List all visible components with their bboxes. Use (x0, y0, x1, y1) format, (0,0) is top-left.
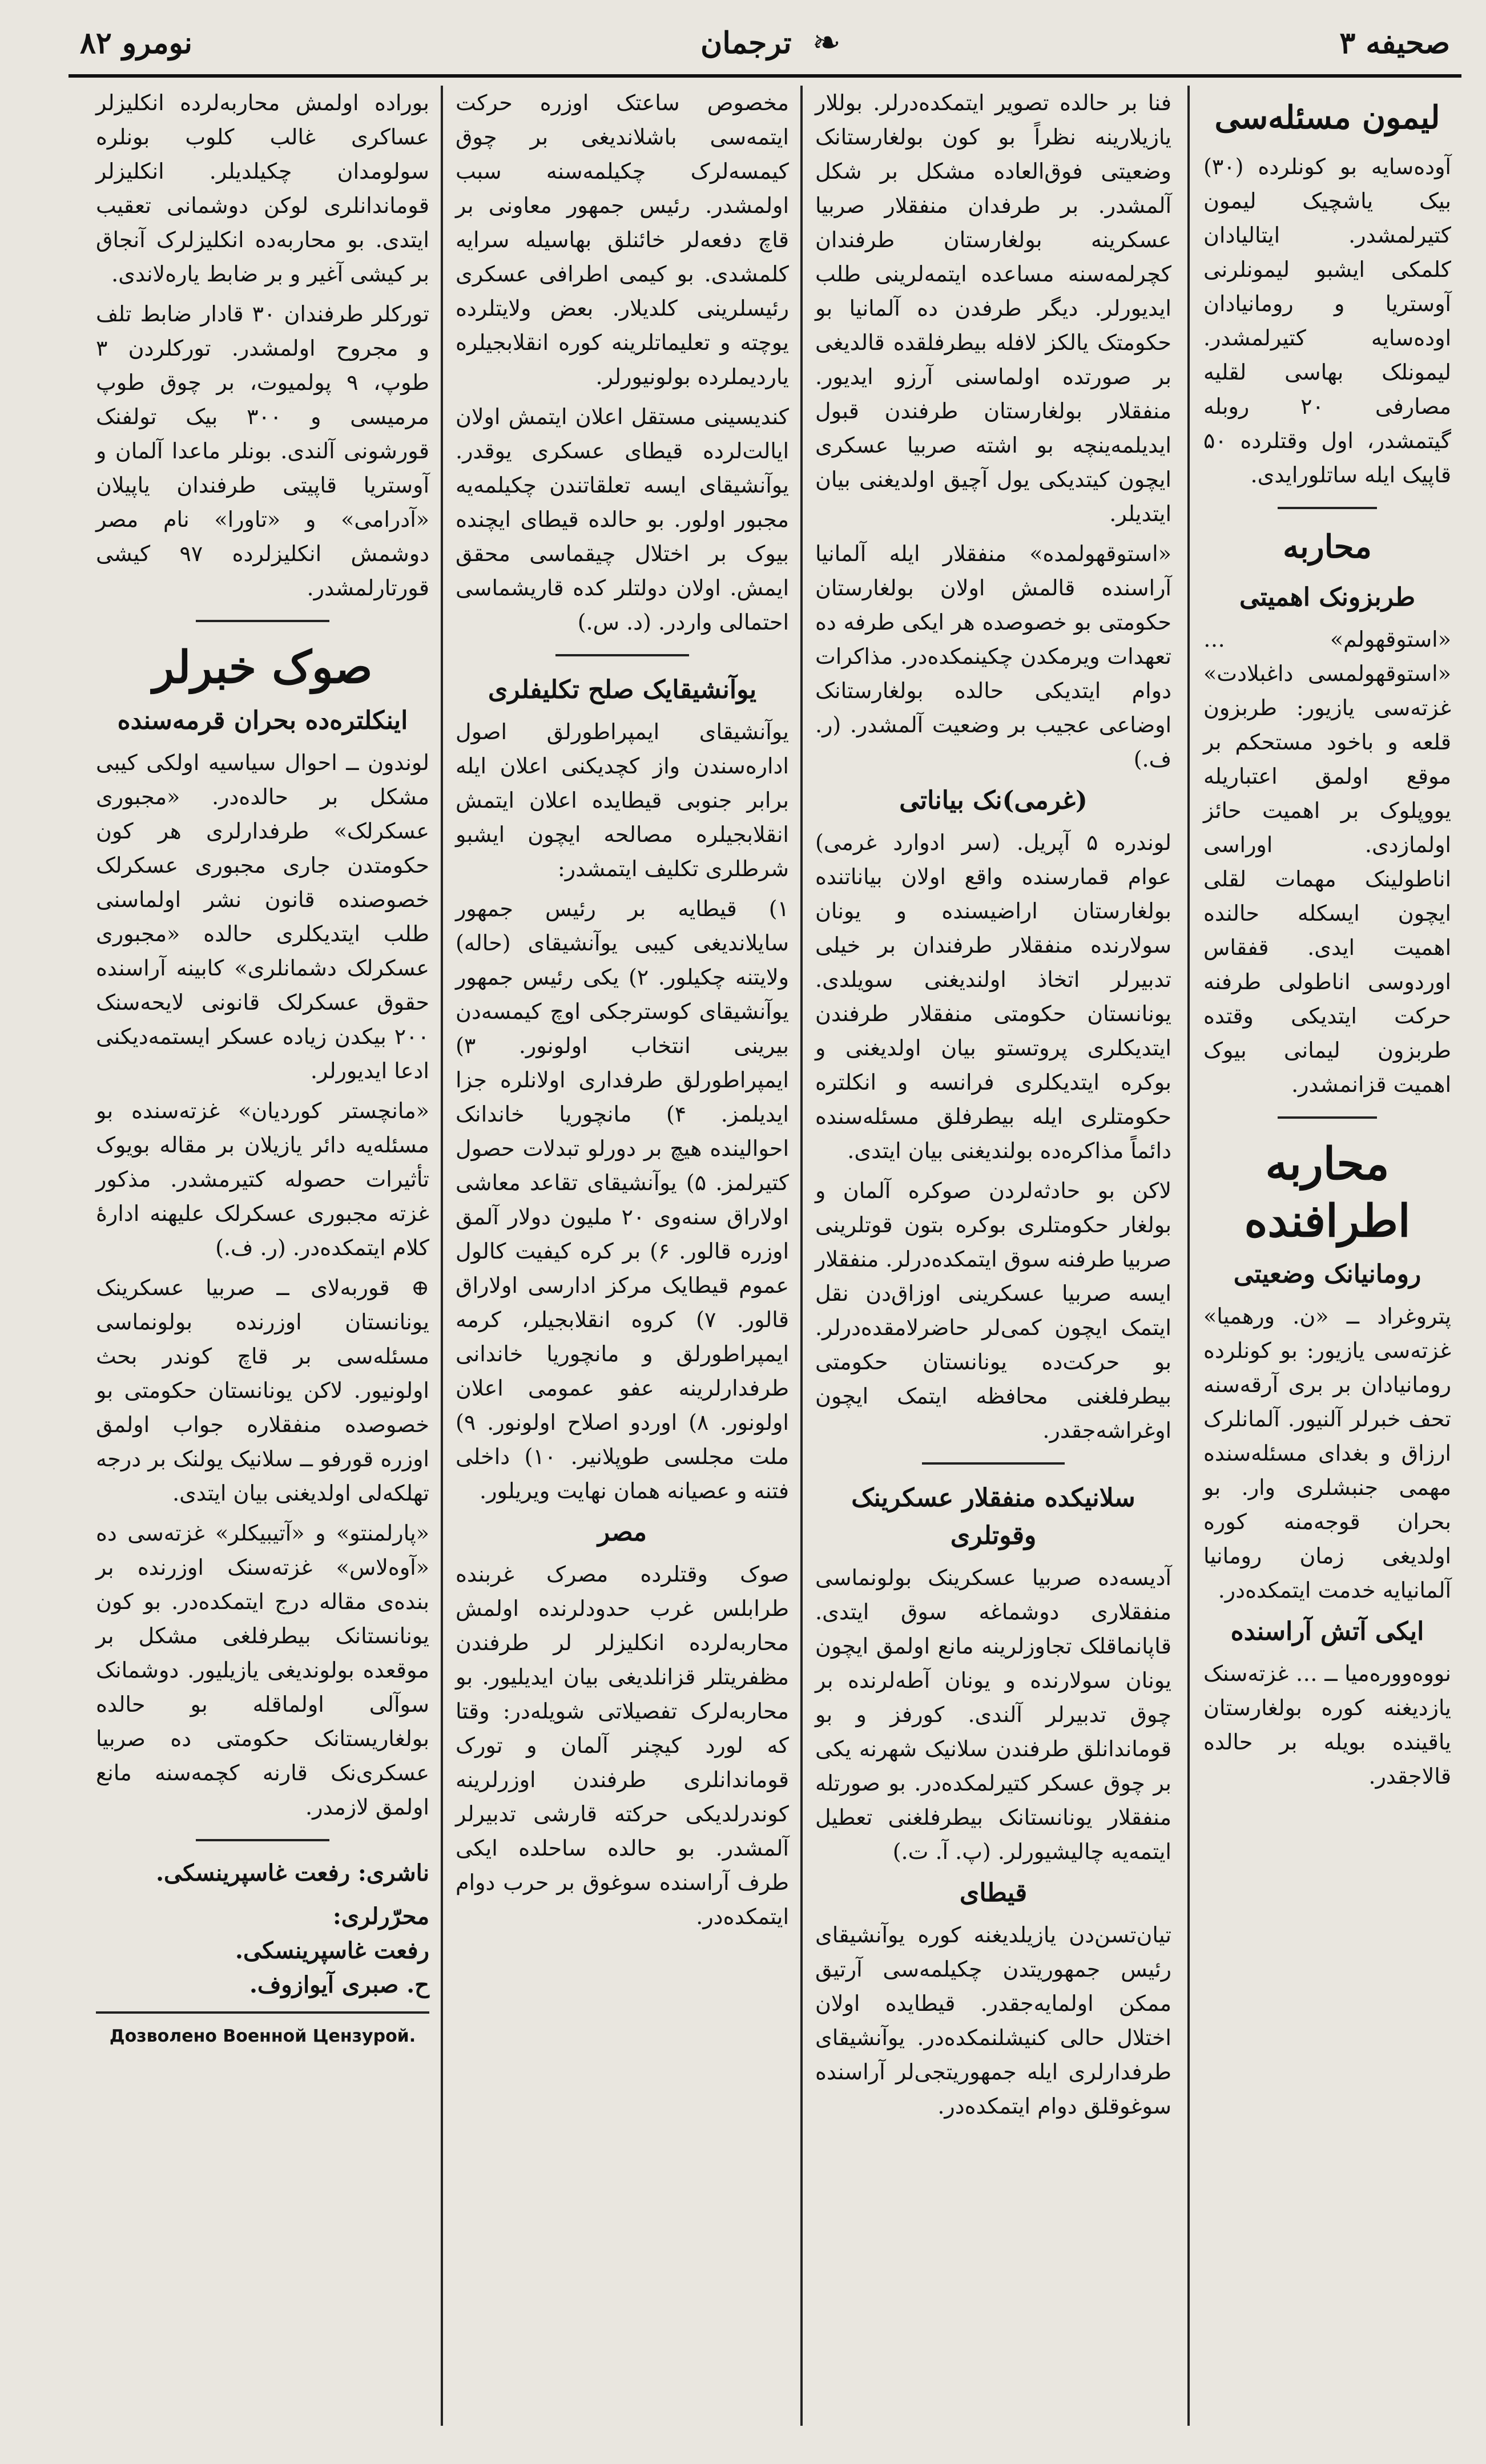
article-heading: مصر (597, 1518, 647, 1547)
article-text: مخصوص ساعتک اوزره حرکت ایتمه‌سی باشلاندیغی بر چوق کیمسه‌لرک چکیلمه‌سنه سبب اولمشدر. رئیس جمهور معاونی بر قاچ دفعه‌لر خائنلق بهاسیله سرایه کلمشدی. بو کیمی اطرافی عسکری رئیسلرینی کلدیلار. بعض ولایتلرده یوچته و تعلیماتلرینه کوره انقلابجیلره یاردیملرده بولونیورلر. (456, 90, 789, 389)
column-3 (445, 86, 799, 2426)
publisher-name: رفعت غاسپرینسکی. (156, 1860, 351, 1886)
section-divider (1278, 507, 1377, 509)
publisher-line (96, 1856, 429, 1890)
editors-block (96, 1900, 429, 2002)
article-text: تیان‌تسن‌دن یازیلدیغنه کوره یوآنشیقای رئیس جمهوریتدن چکیلمه‌سی آرتیق ممکن اولمایه‌جقدر. قیطایده اولان اختلال حالی کنیشلنمکده‌در. یوآنشیقای طرفدارلری ایله جمهوریتجی‌لر آراسنده سوغوقلق دوام ایتمکده‌در. (815, 1922, 1171, 2119)
page-header (69, 11, 1461, 78)
editors-label: محرّرلری: (333, 1903, 429, 1930)
article-text: لوندره ۵ آپریل. (سر ادوارد غرمی) عوام قمارسنده واقع اولان بیاناتنده بولغارستان اراضیسنده و یونان سولارنده منفقلار طرفندان بر خیلی تدبیرلر اتخاذ اولندیغنی سویلدی. یونانستان حکومتی منفقلار طرفندن ایتدیکلری پروتستو بیان اولدیغنی و بوکره ایتدیکلری فرانسه و انکلتره حکومتلری ایله بیطرفلق مسئله‌سنده دائماً مذاکره‌ده بولندیغنی بیان ایتدی. (815, 830, 1171, 1163)
article-heading: یوآنشیقایک صلح تکلیفلری (488, 675, 757, 704)
article-text: صوک وقتلرده مصرک غربنده طرابلس غرب حدودلرنده اولمش محاربه‌لرده انکلیزلر لر طرفندن مظفریتلر قزانلدیغی بیان ایدیلیور. بو محاربه‌لرک تفصیلاتی شویله‌در: وقتا که لورد کیچنر آلمان و تورک قوماندانلری طرفندن اوزرلرینه کوندرلدیکی حرکته قارشی تدبیرلر آلمشدر. بو حالده ساحلده ایکی طرف آراسنده سوغوق بر حرب دوام ایتمکده‌در. (456, 1562, 789, 1929)
article-text: نووه‌ووره‌میا ــ … غزته‌سنک یازدیغنه کوره بولغارستان یاقینده بویله بر حالده قالاجقدر. (1203, 1661, 1451, 1789)
article-text: یوآنشیقای ایمپراطورلق اصول اداره‌سندن واز کچدیکنی اعلان ایله برابر جنوبی قیطایده اعلان ایتمش انقلابجیلره مصالحه ایچون ایشبو شرطلری تکلیف ایتمشدر: (456, 719, 789, 881)
article-text: «استوقهولمده» منفقلار ایله آلمانیا آراسنده قالمش اولان بولغارستان حکومتی بو خصوصده هر ایکی طرفه ده تعهدات ویرمکدن چکینمکده‌در. مذاکرات دوام ایتدیکی حالده بولغارستانک اوضاعی عجیب بر وضعیت آلمشدر. (ر. ف.) (815, 541, 1171, 772)
issue-number: نومرو ۸۲ (80, 25, 192, 61)
article-list: ۱) قیطایه بر رئیس جمهور سایلاندیغی کیبی یوآنشیقای (حاله) ولایتنه چکیلور. ۲) یکی رئیس جمهور یوآنشیقای کوسترجکی اوچ کیمسه‌دن بیرینی انتخاب اولونور. ۳) ایمپراطورلق طرفداری اولانلره جزا ایدیلمز. ۴) مانچوریا خاندانک احوالینده هیچ بر دورلو تبدلات حصول کتیرلمز. ۵) یوآنشیقای تقاعد معاشی اولاراق سنه‌وی ۲۰ ملیون دولار آلمق اوزره قالور. ۶) بر کره کیفیت کالول عموم قیطایک مرکز ادارسی اولاراق قالور. ۷) کروه انقلابجیلر، کرمه ایمپراطورلق و مانچوریا خاندانی طرفدارلرینه عفو عمومی اعلان اولونور. ۸) اوردو اصلاح اولونور. ۹) ملت مجلسی طوپلانیر. ۱۰) داخلی فتنه و عصیانه همان نهایت ویریلور. (456, 896, 790, 1503)
section-divider (196, 620, 329, 622)
article-heading: سلانیکده منفقلار عسکرینک وقوتلری (851, 1483, 1135, 1550)
section-heading: صوک خبرلر (152, 642, 373, 693)
ornament-icon: ❧ (812, 23, 841, 63)
column-divider (1187, 86, 1190, 2426)
censorship-imprint: Дозволено Военной Цензурой. (96, 2011, 429, 2054)
publisher-label: ناشری: (358, 1860, 429, 1886)
article-text: آدیسه‌ده صربیا عسکرینک بولونماسی منفقلاری دوشماغه سوق ایتدی. قاپانماقلک تجاوزلرینه مانع اولمق ایچون یونان سولارنده و یونان آطه‌لرنده بر چوق تدبیرلر آلندی. کورفز و بو قوماندانلق طرفندن سلانیک شهرنه یکی بر چوق عسکر کتیرلمکده‌در. بو صورتله منفقلار یونانستانک بیطرفلغنی تعطیل ایتمه‌یه چالیشیورلر. (پ. آ. ت.) (815, 1565, 1171, 1864)
article-text: فنا بر حالده تصویر ایتمکده‌درلر. بوللار یازیلارینه نظراً بو کون بولغارستانک وضعیتی فوق‌العاده مشکل بر شکل آلمشدر. بر طرفدان منفقلار صربیا عسکرینه بولغارستان طرفندان کچرلمه‌سنه مساعده ایتمه‌لرینی طلب ایدیورلر. دیگر طرفدن ده آلمانیا بو حکومتک یالکز لافله بیطرفلقده قالدیغی بر صورتده اولماسنی آرزو ایدیور. منفقلار بولغارستان طرفندن قبول ایدیلمه‌ینچه بو اشته صربیا عسکری ایچون کیتدیکی یول آچیق اولدیغنی بیان ایتدیلر. (815, 90, 1171, 526)
article-heading: رومانیانک وضعیتی (1233, 1260, 1421, 1289)
section-divider (196, 1839, 329, 1841)
page-number: صحیفه ۳ (1339, 25, 1450, 61)
article-text: «مانچستر کوردیان» غزته‌سنده بو مسئله‌یه دائر یازیلان بر مقاله بویوک تأثیرات حصوله کتیرمشدر. مذکور غزته مجبوری عسکرلک علیهنه ادارهٔ کلام ایتمکده‌در. (ر. ف.) (96, 1098, 429, 1260)
article-text: «پارلمنتو» و «آتیبیکلر» غزته‌سی ده «آوه‌لاس» غزته‌سنک اوزرنده بر بنده‌ی مقاله درج ایتمکده‌در. بو کون یونانستانک بیطرفلغی مشکل بر موقعده بولوندیغی یازیلیور. دوشمانک سوآلی اولماقله بو حالده بولغاریستانک حکومتی ده صربیا عسکری‌نک قارنه کچمه‌سنه مانع اولمق لازمدر. (96, 1521, 429, 1820)
article-text: لوندون ــ احوال سیاسیه اولکی کیبی مشکل بر حالده‌در. «مجبوری عسکرلک» طرفدارلری هر کون حکومتدن جاری مجبوری عسکرلک خصوصنده قانون نشر اولماسنی طلب ایتدیکلری حالده «مجبوری عسکرلک دشمانلری» کابینه آراسنده حقوق عسکرلک قانونی لایحه‌سنک ۲۰۰ بیکدن زیاده عسکر ایستمه‌دیکنی ادعا ایدیورلر. (96, 750, 429, 1083)
section-divider (922, 1462, 1065, 1465)
article-text: پتروغراد ــ «ن. ورهمیا» غزته‌سی یازیور: بو کونلرده رومانیادان بر بری آرقه‌سنه تحف خبرلر آلنیور. آلمانلرک ارزاق و بغدای مسئله‌سنده مهمی جنبشلری وار. بو بحران قوجه‌منه کوره اولدیغی زمان رومانیا آلمانیایه خدمت ایتمکده‌در. (1203, 1304, 1451, 1603)
masthead (689, 23, 841, 63)
article-text: تورکلر طرفندان ۳۰ قادار ضابط تلف و مجروح اولمشدر. تورکلردن ۳ طوپ، ۹ پولمیوت، بر چوق طوپ مرمیسی و ۳۰۰ بیک تولفنک قورشونی آلندی. بونلر ماعدا آلمان و آوستریا قاپیتی طرفندان یاپیلان «آدرامی» و «تاورا» نام مصر دوشمش انکلیزلرده ۹۷ کیشی قورتارلمشدر. (96, 301, 429, 600)
article-text: کندیسینی مستقل اعلان ایتمش اولان ایالت‌لرده قیطای عسکری یوقدر. یوآنشیقای ایسه تعلقاتندن چکیلمه‌یه مجبور اولور. بو حالده قیطای ایچنده بیوک بر اختلال چیقماسی محقق ایمش. اولان دولتلر کده قاریشماسی احتمالی واردر. (د. س.) (456, 404, 789, 635)
column-2 (805, 86, 1182, 2426)
newspaper-title: ترجمان (700, 25, 792, 61)
section-divider (555, 654, 689, 656)
article-heading: اینکلتره‌ده بحران قرمه‌سنده (117, 706, 408, 735)
editor-name: رفعت غاسپرینسکی. (235, 1937, 429, 1964)
article-heading: قیطای (959, 1878, 1028, 1908)
article-heading: طربزونک اهمیتی (1239, 583, 1416, 612)
article-text: بوراده اولمش محاربه‌لرده انکلیزلر عساکری غالب کلوب بونلره سولومدان چکیلدیلر. انکلیزلر قوماندانلری لوکن دوشمانی تعقیب ایتدی. بو محاربه‌ده انکلیزلرک آنجاق بر کیشی آغیر و بر ضابط یاره‌لاندی. (96, 90, 429, 287)
article-text: آوده‌سا‌یه بو کونلرده (۳۰) بیک یاشچیک لیمون کتیرلمشدر. ایتالیادان کلمکی ایشبو لیمونلرنی آوستریا و رومانیادان اوده‌سایه کتیرلمشدر. لیمونلک بهاسی لقلیه مصارفی ۲۰ روبله گیتمشدر، اول وقتلرده ۵۰ قاپیک ایله ساتلورایدی. (1203, 154, 1452, 487)
column-4 (86, 86, 440, 2426)
section-divider (1278, 1116, 1377, 1119)
editor-name: ح. صبری آیوازوف. (249, 1971, 429, 1998)
column-divider (800, 86, 803, 2426)
article-text: «استوقهولم» … «استوقهولمسی داغبلادت» غزته‌سی یازیور: طربزون قلعه و باخود مستحکم بر موقع اولمق اعتباریله یووپلوک بر اهمیت حائز اولمازدی. اوراسی اناطولینک مهمات لقلی ایچون ایسکله حالنده اهمیت ایدی. قفقاس اوردوسی اناطولی طرفنه حرکت ایتدیکی وقتده طربزون لیمانی بیوک اهمیت قزانمشدر. (1203, 627, 1451, 1097)
article-text: لاکن بو حادثه‌لردن صوکره آلمان و بولغار حکومتلری بوکره بتون قوتلرینی صربیا طرفنه سوق ایتمکده‌درلر. منفقلار ایسه صربیا عسکرینی اوزاق‌دن نقل ایتمک ایچون کمی‌لر حاضرلامقده‌درلر. بو حرکت‌ده یونانستان حکومتی بیطرفلغنی محافظه ایتمک ایچون اوغراشه‌جقدر. (815, 1178, 1171, 1443)
article-heading: لیمون مسئله‌سی (1214, 99, 1440, 136)
section-heading: محاربه اطرافنده (1244, 1138, 1411, 1247)
column-divider (441, 86, 443, 2426)
article-heading: ایکی آتش آراسنده (1230, 1617, 1424, 1646)
section-heading: محاربه (1283, 528, 1372, 566)
article-heading: (غرمی)‌نک بیاناتی (899, 786, 1088, 815)
column-1 (1193, 86, 1461, 2426)
article-text: ⊕ قوربه‌لای ــ صربیا عسکرینک یونانستان اوزرنده بولونماسی مسئله‌سی بر قاچ کوندر بحث اولونیور. لاکن یونانستان حکومتی بو خصوصده منفقلاره جواب اولمق اوزره قورفو ــ سلانیک یولنک بر درجه تهلکه‌لی اولدیغنی بیان ایتدی. (96, 1275, 429, 1506)
